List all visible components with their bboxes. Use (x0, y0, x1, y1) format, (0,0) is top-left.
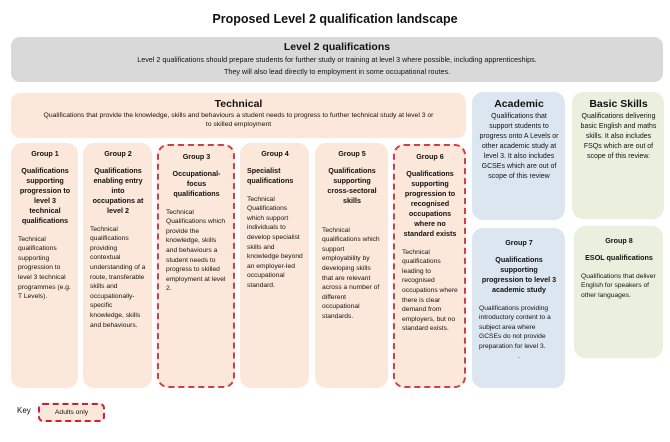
group-subtitle: Qualifications supporting progression to level 3 academic study (481, 254, 557, 294)
key-adults-only: Adults only (38, 403, 105, 422)
group-subtitle: ESOL qualifications (585, 252, 653, 262)
group-5-card (315, 143, 388, 388)
basic-skills-description: Qualifications delivering basic English and maths skills. It also includes FSQs which are out of scope of this review. (580, 112, 657, 160)
group-label: Group 5 (338, 149, 366, 158)
group-subtitle: Specialist qualifications (247, 165, 294, 185)
group-8-card (574, 226, 663, 358)
group-trailing-mark: . (518, 352, 520, 360)
group-label: Group 1 (31, 149, 59, 158)
group-6-card (393, 144, 466, 388)
group-label: Group 2 (104, 149, 132, 158)
group-description: Technical Qualifications which support individuals to develop specialist skills and knowledge beyond an employer-led occupational standard. (247, 195, 303, 289)
group-label: Group 6 (416, 152, 444, 161)
key-label: Key (17, 406, 31, 415)
level2-qualifications-box (11, 37, 663, 82)
group-7-card (472, 228, 565, 388)
group-description: Technical qualifications which support employability by developing skills that are relevant across a number of different occupational standards. (322, 226, 380, 320)
basic-skills-box (572, 92, 664, 219)
group-subtitle: Qualifications enabling entry into occupations at level 2 (92, 165, 144, 215)
technical-heading: Technical (214, 98, 263, 110)
level2-line1: Level 2 qualifications should prepare students for further study or training at level 3 where possible, including apprenticeships. (137, 55, 537, 64)
basic-skills-heading: Basic Skills (589, 98, 648, 110)
group-1-card (11, 143, 78, 388)
level2-line2: They will also lead directly to employment in some occupational routes. (223, 67, 451, 76)
group-3-card (157, 144, 235, 388)
level2-heading: Level 2 qualifications (283, 41, 391, 53)
group-label: Group 4 (261, 149, 289, 158)
diagram-title: Proposed Level 2 qualification landscape (212, 12, 458, 26)
group-label: Group 3 (182, 152, 211, 161)
academic-heading: Academic (494, 98, 544, 110)
group-description: Technical qualifications providing contextual understanding of a route, transferable skills and occupationally-specific knowledge, skills and behaviours. (90, 225, 146, 329)
technical-box (11, 93, 466, 138)
group-2-card (83, 143, 152, 388)
group-subtitle: Qualifications supporting progression to level 3 technical qualifications (19, 165, 71, 225)
academic-description: Qualifications that support students to progress onto A Levels or other academic study at level 3. It also includes GCSEs which are out of scope of this review (479, 112, 559, 180)
group-subtitle: Qualifications supporting cross-sectoral skills (327, 165, 377, 205)
technical-description: Qualifications that provide the knowledge, skills and behaviours a student needs to progress to further technical study at level 3 or to skilled employment (43, 112, 434, 128)
group-subtitle: Occupational-focus qualifications (172, 168, 221, 198)
group-subtitle: Qualifications supporting progression to recognised occupations where no standard exists (403, 168, 457, 238)
group-description: Technical qualifications supporting progression to level 3 technical programmes (e.g. T Levels). (18, 235, 71, 301)
group-description: Qualifications providing introductory content to a subject area where GCSEs do not provide preparation for level 3. (479, 304, 551, 350)
group-description: Technical qualifications leading to recognised occupations where there is clear demand from employers, but no standard exists. (402, 248, 458, 333)
group-label: Group 8 (605, 236, 633, 245)
group-description: Qualifications that deliver English for speakers of other languages. (581, 272, 656, 299)
group-4-card (240, 143, 309, 388)
group-description: Technical Qualifications which provide the knowledge, skills and behaviours a student needs to progress to skilled employment at level 2. (166, 208, 226, 293)
group-label: Group 7 (505, 238, 533, 247)
academic-box (472, 92, 565, 220)
